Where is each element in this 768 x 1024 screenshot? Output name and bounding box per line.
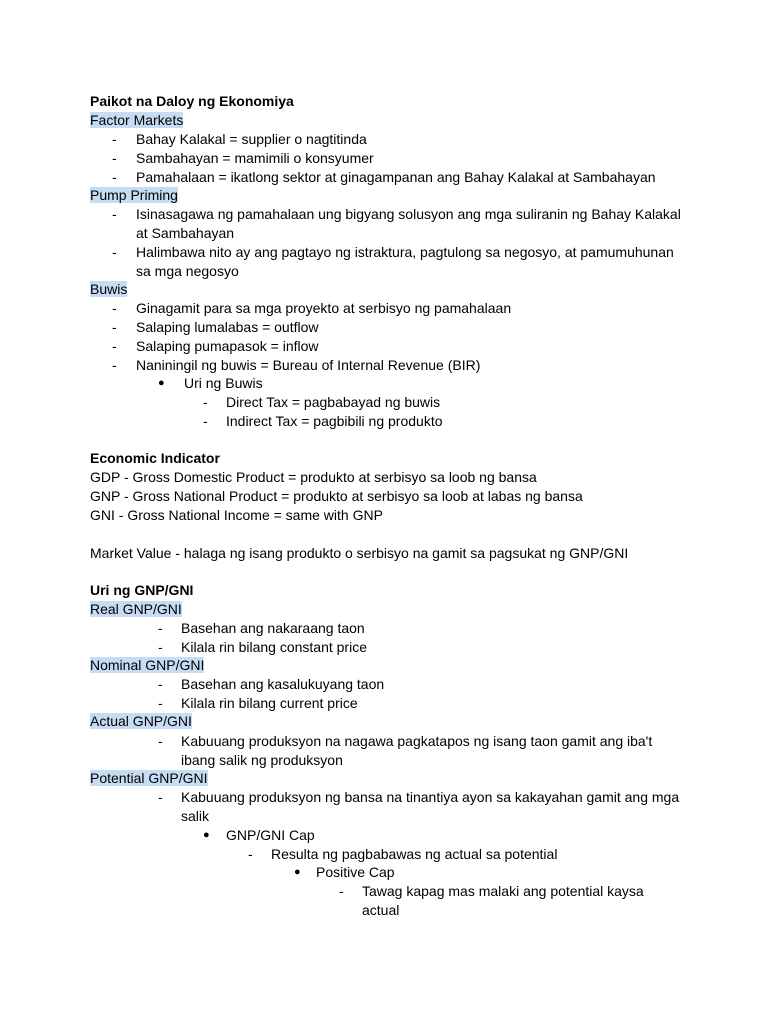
dash-marker: - bbox=[158, 639, 163, 655]
heading-real-gnp bbox=[90, 600, 182, 619]
highlighted-heading: Buwis bbox=[90, 281, 128, 297]
list-item-continuation: ibang salik ng produksyon bbox=[181, 752, 343, 768]
list-item: Basehan ang kasalukuyang taon bbox=[181, 676, 385, 692]
list-item: Ginagamit para sa mga proyekto at serbisyo ng pamahalaan bbox=[136, 300, 512, 316]
list-item: Kabuuang produksyon ng bansa na tinantiya ayon sa kakayahan gamit ang mga bbox=[181, 789, 680, 805]
list-item: Kilala rin bilang current price bbox=[181, 695, 358, 711]
list-item: Direct Tax = pagbabayad ng buwis bbox=[226, 394, 441, 410]
list-item: Kabuuang produksyon na nagawa pagkatapos ng isang taon gamit ang iba't bbox=[181, 733, 653, 749]
list-item: Salaping pumapasok = inflow bbox=[136, 338, 319, 354]
list-item: Halimbawa nito ay ang pagtayo ng istraktura, pagtulong sa negosyo, at pamumuhunan bbox=[136, 244, 674, 260]
sub-bullet-item: Positive Cap bbox=[316, 864, 395, 880]
section-title-economic-indicator: Economic Indicator bbox=[90, 450, 220, 466]
bullet-icon: ● bbox=[158, 377, 165, 389]
list-item: Sambahayan = mamimili o konsyumer bbox=[136, 150, 374, 166]
indicator-line: GNP - Gross National Product = produkto at serbisyo sa loob at labas ng bansa bbox=[90, 488, 583, 504]
list-item: Indirect Tax = pagbibili ng produkto bbox=[226, 413, 443, 429]
dash-marker: - bbox=[158, 789, 163, 805]
dash-marker: - bbox=[158, 695, 163, 711]
dash-marker: - bbox=[112, 300, 117, 316]
section-title-paikot: Paikot na Daloy ng Ekonomiya bbox=[90, 93, 294, 109]
list-item-continuation: at Sambahayan bbox=[136, 225, 235, 241]
heading-actual-gnp bbox=[90, 712, 192, 731]
list-item: Kilala rin bilang constant price bbox=[181, 639, 367, 655]
highlighted-heading: Pump Priming bbox=[90, 187, 178, 203]
dash-marker: - bbox=[112, 169, 117, 185]
dash-marker: - bbox=[112, 338, 117, 354]
sub-bullet-item: GNP/GNI Cap bbox=[226, 827, 315, 843]
list-item: Salaping lumalabas = outflow bbox=[136, 319, 319, 335]
section-title-uri-ng-gnp: Uri ng GNP/GNI bbox=[90, 582, 194, 598]
dash-marker: - bbox=[112, 357, 117, 373]
highlighted-heading: Actual GNP/GNI bbox=[90, 713, 192, 729]
highlighted-heading: Factor Markets bbox=[90, 112, 184, 128]
list-item: Naniningil ng buwis = Bureau of Internal Revenue (BIR) bbox=[136, 357, 481, 373]
list-item-continuation: actual bbox=[362, 902, 400, 918]
bullet-icon: ● bbox=[203, 829, 210, 841]
market-value-line: Market Value - halaga ng isang produkto o serbisyo na gamit sa pagsukat ng GNP/GNI bbox=[90, 545, 629, 561]
heading-buwis bbox=[90, 280, 127, 299]
list-item-continuation: salik bbox=[181, 808, 210, 824]
heading-nominal-gnp bbox=[90, 656, 204, 675]
dash-marker: - bbox=[158, 676, 163, 692]
list-item: Bahay Kalakal = supplier o nagtitinda bbox=[136, 131, 367, 147]
list-item: Resulta ng pagbabawas ng actual sa potential bbox=[271, 846, 558, 862]
heading-potential-gnp bbox=[90, 769, 208, 788]
dash-marker: - bbox=[339, 883, 344, 899]
dash-marker: - bbox=[112, 150, 117, 166]
list-item: Tawag kapag mas malaki ang potential kaysa bbox=[362, 883, 644, 899]
dash-marker: - bbox=[112, 131, 117, 147]
dash-marker: - bbox=[203, 394, 208, 410]
dash-marker: - bbox=[158, 733, 163, 749]
sub-bullet-item: Uri ng Buwis bbox=[184, 375, 263, 391]
highlighted-heading: Potential GNP/GNI bbox=[90, 770, 208, 786]
highlighted-heading: Nominal GNP/GNI bbox=[90, 657, 205, 673]
dash-marker: - bbox=[112, 244, 117, 260]
dash-marker: - bbox=[158, 620, 163, 636]
list-item-continuation: sa mga negosyo bbox=[136, 263, 239, 279]
heading-pump-priming bbox=[90, 186, 178, 205]
indicator-line: GDP - Gross Domestic Product = produkto at serbisyo sa loob ng bansa bbox=[90, 469, 537, 485]
dash-marker: - bbox=[248, 846, 253, 862]
list-item: Basehan ang nakaraang taon bbox=[181, 620, 365, 636]
heading-factor-markets bbox=[90, 111, 183, 130]
list-item: Pamahalaan = ikatlong sektor at ginagampanan ang Bahay Kalakal at Sambahayan bbox=[136, 169, 656, 185]
dash-marker: - bbox=[203, 413, 208, 429]
list-item: Isinasagawa ng pamahalaan ung bigyang solusyon ang mga suliranin ng Bahay Kalakal bbox=[136, 206, 681, 222]
dash-marker: - bbox=[112, 319, 117, 335]
indicator-line: GNI - Gross National Income = same with GNP bbox=[90, 507, 383, 523]
dash-marker: - bbox=[112, 206, 117, 222]
highlighted-heading: Real GNP/GNI bbox=[90, 601, 182, 617]
bullet-icon: ● bbox=[294, 866, 301, 878]
